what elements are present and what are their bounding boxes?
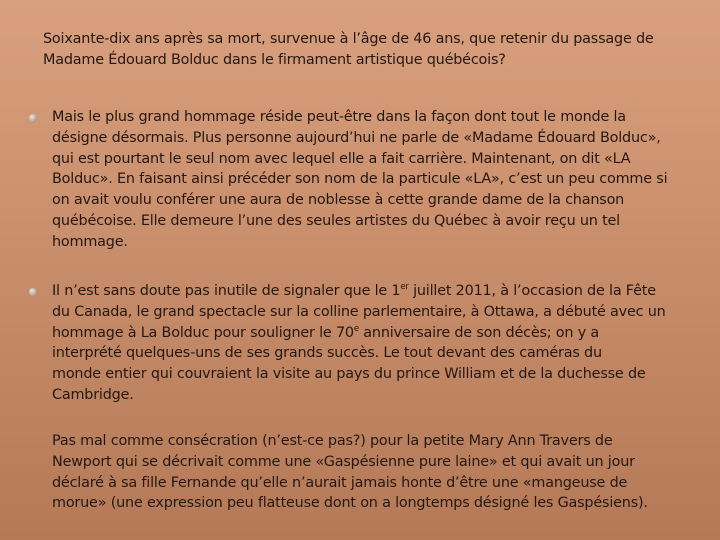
closing-paragraph xyxy=(52,431,702,514)
text-line: Newport qui se décrivait comme une «Gaspésienne pure laine» et qui avait un jour xyxy=(52,453,635,470)
text-line: morue» (une expression peu flatteuse dont on a longtemps désigné les Gaspésiens). xyxy=(52,495,648,512)
text-fragment: Il n’est sans doute pas inutile de signaler que le 1 xyxy=(52,283,401,299)
text-line: québécoise. Elle demeure l’une des seules artistes du Québec à avoir reçu un tel xyxy=(52,212,620,229)
text-line: on avait voulu conférer une aura de noblesse à cette grande dame de la chanson xyxy=(52,192,625,209)
text-fragment: hommage à La Bolduc pour souligner le 70 xyxy=(52,324,354,341)
text-line: désigne désormais. Plus personne aujourd’hui ne parle de «Madame Édouard Bolduc», xyxy=(52,129,661,146)
ordinal-superscript: e xyxy=(353,323,359,334)
intro-paragraph xyxy=(43,29,693,71)
bullet-paragraph-2 xyxy=(52,281,702,406)
bullet-dot-icon xyxy=(29,114,37,122)
text-line: Mais le plus grand hommage réside peut-être dans la façon dont tout le monde la xyxy=(52,109,626,125)
text-line: déclaré à sa fille Fernande qu’elle n’aurait jamais honte d’être une «mangeuse de xyxy=(52,474,628,491)
text-fragment: juillet 2011, à l’occasion de la Fête xyxy=(408,283,656,299)
text-line: Pas mal comme consécration (n’est-ce pas?) pour la petite Mary Ann Travers de xyxy=(52,433,613,449)
text-line: du Canada, le grand spectacle sur la colline parlementaire, à Ottawa, a débuté avec un xyxy=(52,303,666,320)
intro-line: Madame Édouard Bolduc dans le firmament artistique québécois? xyxy=(43,52,506,68)
bullet-dot-icon xyxy=(29,288,37,296)
text-line: qui est pourtant le seul nom avec lequel elle a fait carrière. Maintenant, on dit «LA xyxy=(52,150,631,167)
text-line xyxy=(52,281,702,302)
text-line: Cambridge. xyxy=(52,386,134,403)
text-line xyxy=(52,323,702,344)
intro-line: Soixante-dix ans après sa mort, survenue à l’âge de 46 ans, que retenir du passage de xyxy=(43,31,654,47)
text-line: hommage. xyxy=(52,233,128,250)
text-line: monde entier qui couvraient la visite au pays du prince William et de la duchesse de xyxy=(52,366,646,383)
text-line: interprété quelques-uns de ses grands succès. Le tout devant des caméras du xyxy=(52,345,602,362)
text-fragment: anniversaire de son décès; on y a xyxy=(358,324,600,341)
text-line: Bolduc». En faisant ainsi précéder son nom de la particule «LA», c’est un peu comme si xyxy=(52,171,668,188)
ordinal-superscript: er xyxy=(400,282,409,292)
bullet-paragraph-1 xyxy=(52,107,702,253)
